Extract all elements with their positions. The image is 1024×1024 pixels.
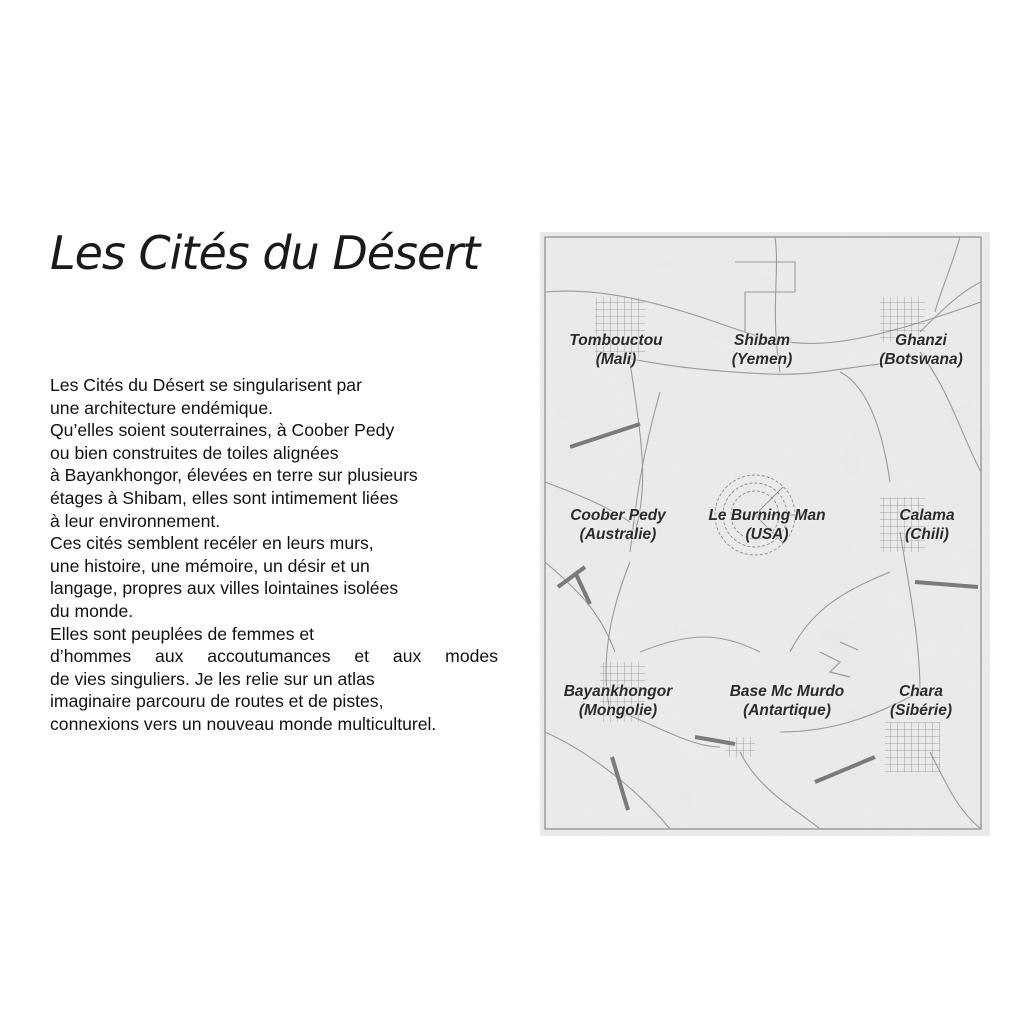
city-country: (Botswana) (879, 351, 963, 368)
city-label-chara (890, 682, 952, 720)
text-line: une architecture endémique. (50, 397, 273, 418)
description-text (50, 374, 498, 736)
city-name: Ghanzi (895, 332, 947, 349)
city-country: (Mali) (595, 351, 637, 368)
page-title: Les Cités du Désert (50, 226, 480, 280)
city-label-calama (899, 506, 954, 544)
text-line: Ces cités semblent recéler en leurs murs, (50, 533, 374, 554)
text-line: d’hommes aux accoutumances et aux modes (50, 646, 498, 667)
text-line: Elles sont peuplées de femmes et (50, 623, 315, 644)
city-name: Shibam (734, 332, 790, 349)
city-country: (Australie) (579, 526, 657, 543)
city-label-burning-man (708, 506, 825, 544)
text-line: Qu’elles soient souterraines, à Coober Pedy (50, 420, 395, 441)
city-name: Base Mc Murdo (729, 683, 845, 700)
text-line: une histoire, une mémoire, un désir et un (50, 555, 370, 576)
city-country: (USA) (745, 526, 789, 543)
city-country: (Antartique) (743, 702, 831, 719)
city-country: (Chili) (905, 526, 949, 543)
city-label-shibam (732, 331, 793, 369)
city-name: Le Burning Man (708, 507, 826, 524)
text-line: du monde. (50, 600, 134, 621)
city-label-bayankhongor (564, 682, 673, 720)
city-label-coober-pedy (570, 506, 666, 544)
text-line: étages à Shibam, elles sont intimement liées (50, 487, 399, 508)
text-line: imaginaire parcouru de routes et de pistes, (50, 691, 384, 712)
text-line: à Bayankhongor, élevées en terre sur plusieurs (50, 465, 418, 486)
city-name: Chara (899, 683, 943, 700)
city-label-base-mc-murdo (730, 682, 845, 720)
city-name: Bayankhongor (563, 683, 673, 700)
text-line: ou bien construites de toiles alignées (50, 442, 339, 463)
text-line: connexions vers un nouveau monde multiculturel. (50, 713, 437, 734)
text-line: langage, propres aux villes lointaines isolées (50, 578, 399, 599)
city-label-tombouctou (569, 331, 662, 369)
text-line: Les Cités du Désert se singularisent par (50, 375, 362, 395)
text-line: de vies singuliers. Je les relie sur un atlas (50, 668, 375, 689)
city-name: Calama (899, 507, 955, 524)
text-line: à leur environnement. (50, 510, 221, 531)
city-country: (Mongolie) (578, 702, 658, 719)
atlas-map (540, 232, 990, 836)
city-name: Tombouctou (569, 332, 663, 349)
city-country: (Sibérie) (889, 702, 953, 719)
city-label-ghanzi (879, 331, 963, 369)
city-country: (Yemen) (731, 351, 793, 368)
city-name: Coober Pedy (570, 507, 666, 524)
